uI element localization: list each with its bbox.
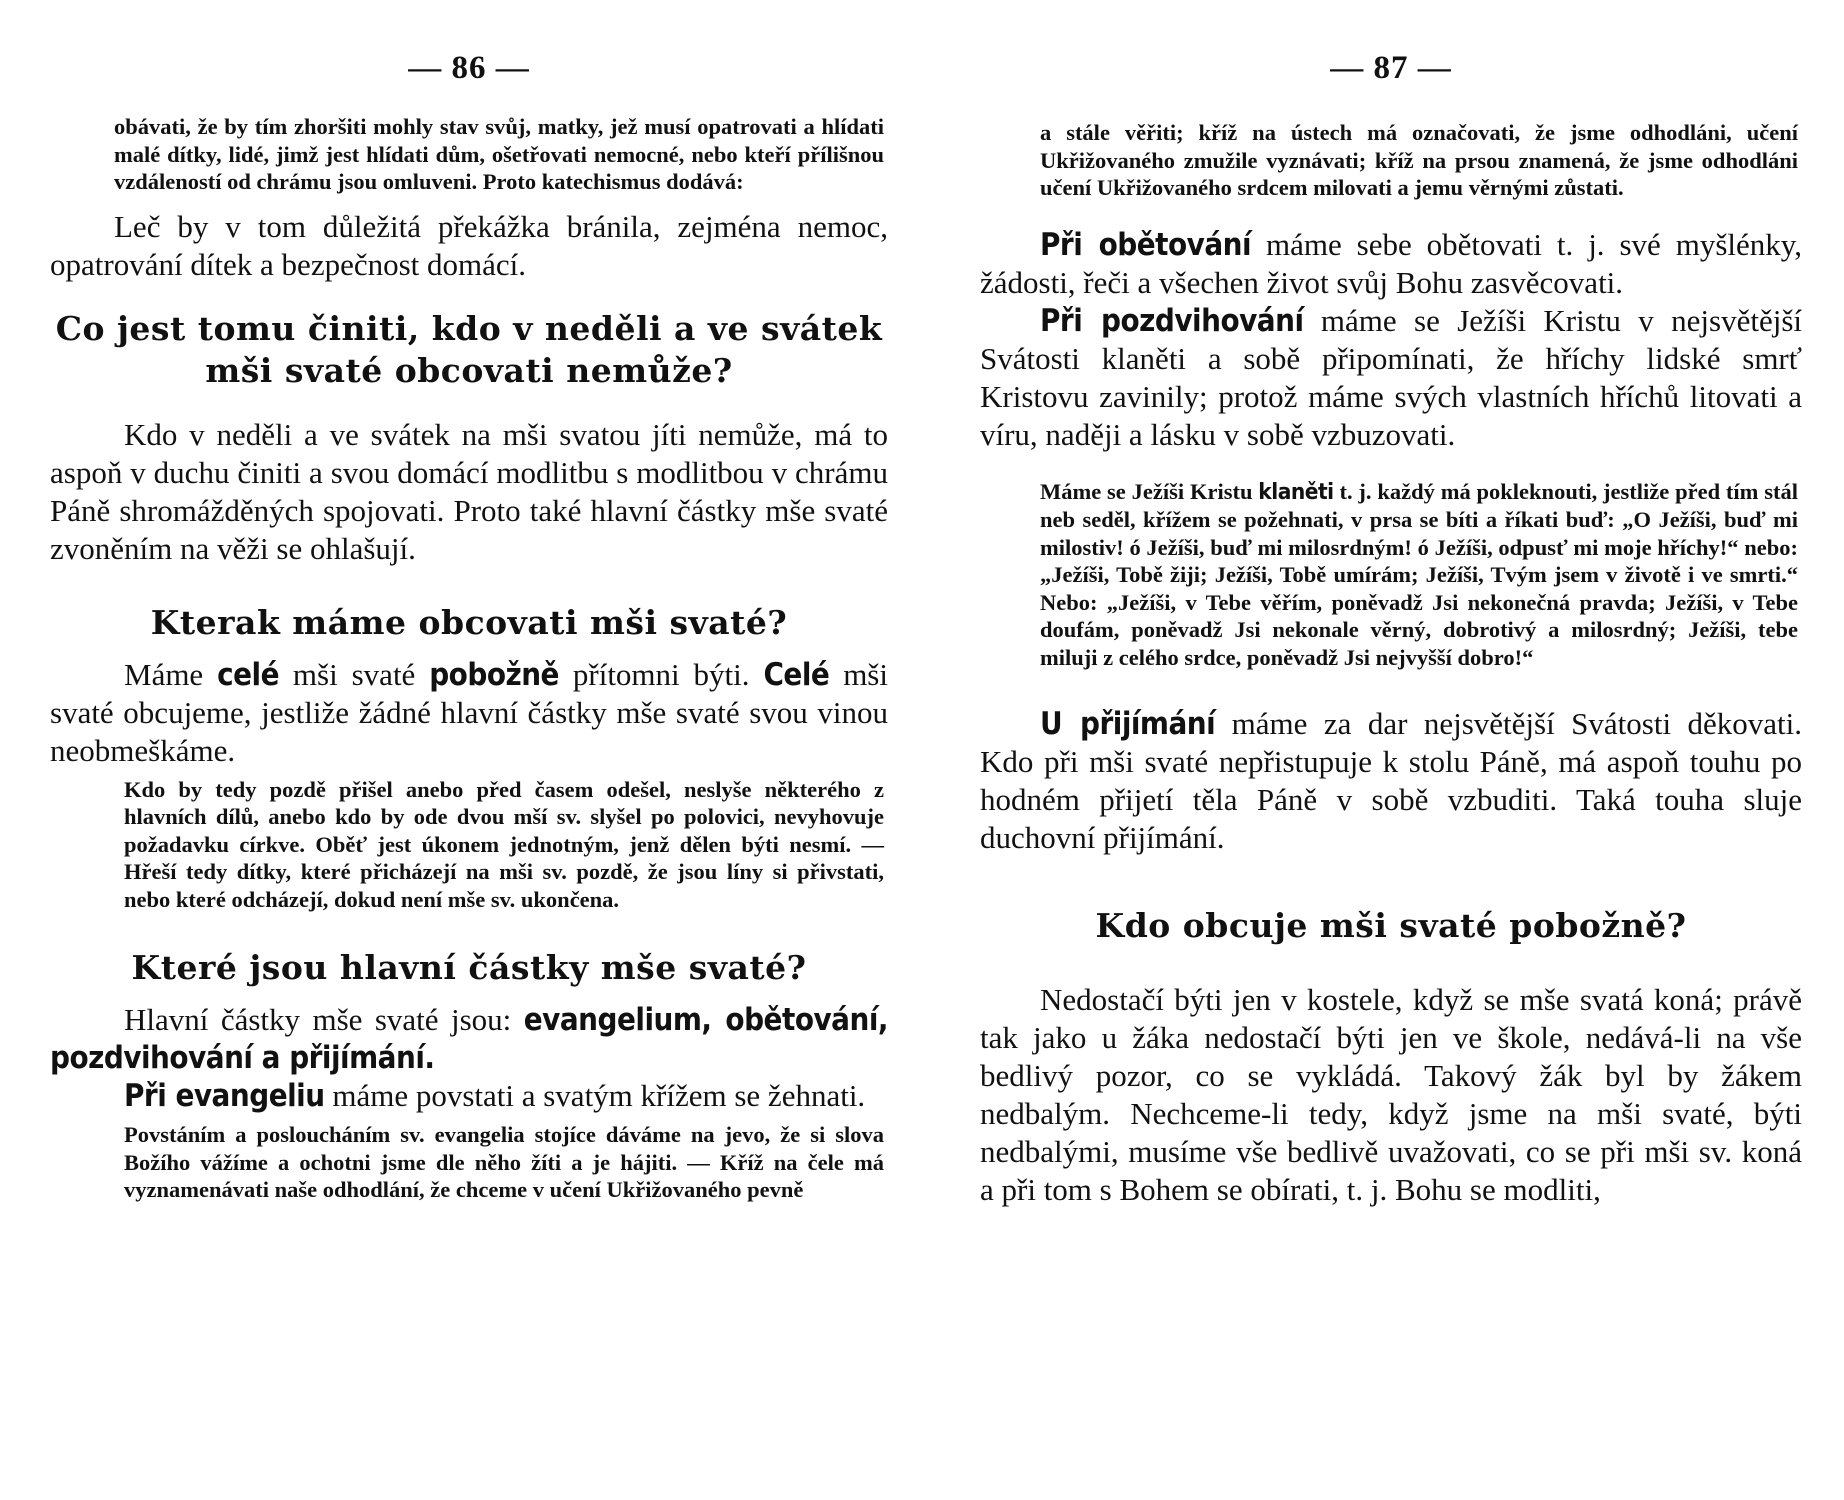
right-answer-6: Nedostačí býti jen v kostele, když se mše svatá koná; právě tak jako u žáka nedostačí býti jen ve škole, nedává-li na vše bedlivý pozor, co se vykládá. Takový žák byl by žákem nedbalým. Nechceme-li tedy, když jsme na mši svaté, býti nedbalými, musíme vše bedlivě uvažovati, co se při mši sv. koná a při tom s Bohem se obírati, t. j. Bohu se modliti, — [980, 982, 1802, 1207]
right-answer-pozdvihovani-t1: máme se Ježíši Kristu v nejsvětější Svátosti klaněti a sobě připomínati, že hříchy lidské smrť Kristovu zavinily; protož máme svých vlastních hříchů litovati a víru, naději a lásku v sobě vzbuzovati. — [980, 302, 1802, 452]
left-note-3: Povstáním a posloucháním sv. evangelia stojíce dáváme na jevo, že si slova Božího vážíme a ochotni jsme dle něho žíti a je hájiti. — Kříž na čele má vyznamenávati naše odhodlání, že chceme v učení Ukřižovaného pevně — [124, 1122, 884, 1202]
left-answer-1: Kdo v neděli a ve svátek na mši svatou jíti nemůže, má to aspoň v duchu činiti a svou domácí modlitbu s modlitbou v chrámu Páně shromážděných spojovati. Proto také hlavní částky mše svaté zvoněním na věži se ohlašují. — [50, 416, 888, 566]
right-note-klaneti-t1: Máme se Ježíši Kristu — [1040, 478, 1259, 504]
right-answer-pozdvihovani — [980, 302, 1802, 454]
left-answer-3 — [50, 1001, 888, 1077]
left-answer-2-b2: pobožně — [429, 656, 559, 693]
left-page — [40, 0, 888, 1500]
left-answer-2-t4: mši svaté obcujeme, jestliže žádné hlavní částky mše svaté svou vinou neobmeškáme. — [50, 656, 888, 768]
right-answer-prijimani — [980, 705, 1802, 857]
left-answer-4-t1: máme povstati a svatým křížem se žehnati. — [324, 1078, 866, 1113]
left-answer-2-t3: přítomni býti. — [558, 656, 764, 692]
right-answer-obetovani — [980, 226, 1802, 302]
right-answer-obetovani-b1: Při obětování — [1040, 226, 1252, 263]
left-note-2: Kdo by tedy pozdě přišel anebo před časem odešel, neslyše některého z hlavních dílů, anebo kdo by ode dvou mší sv. slyšel po polovici, nevyhovuje požadavku církve. Oběť jest úkonem jednotným, jenž dělen býti nesmí. — Hřeší tedy dítky, které přicházejí na mši sv. pozdě, že jsou líny si přivstati, nebo které odcházejí, dokud není mše sv. ukončena. — [124, 776, 884, 912]
left-answer-4 — [50, 1077, 888, 1115]
left-answer-2-t2: mši svaté — [279, 656, 430, 692]
left-catechism-answer: Leč by v tom důležitá překážka bránila, zejména nemoc, opatrování dítek a bezpečnost domácí. — [50, 208, 888, 282]
left-answer-3-t1: Hlavní částky mše svaté jsou: — [124, 1002, 524, 1037]
left-note-continuation: obávati, že by tím zhoršiti mohly stav svůj, matky, jež musí opatrovati a hlídati malé dítky, lidé, jimž jest hlídati dům, ošetřovati nemocné, nebo kteří přílišnou vzdáleností od chrámu jsou omluveni. Proto katechismus dodává: — [114, 114, 884, 194]
right-note-klaneti-b1: klaněti — [1258, 478, 1334, 505]
left-question-3: Které jsou hlavní částky mše svaté? — [131, 948, 807, 987]
left-question-1: Co jest tomu činiti, kdo v neděli a ve svátek mši svaté obcovati nemůže? — [55, 308, 883, 390]
right-note-continuation: a stále věřiti; kříž na ústech má označovati, že jsme odhodláni, učení Ukřižovaného zmužile vyznávati; kříž na prsou znamená, že jsme odhodláni učení Ukřižovaného srdcem milovati a jemu věrnými zůstati. — [1040, 120, 1798, 200]
left-answer-2-b1: celé — [217, 656, 280, 693]
right-page — [970, 0, 1812, 1500]
page-number-right: — 87 — — [1330, 50, 1452, 86]
right-note-klaneti-t2: t. j. každý má pokleknouti, jestliže před tím stál neb seděl, křížem se požehnati, v prsa se bíti a říkati buď: „O Ježíši, buď mi milostiv! ó Ježíši, buď mi milosrdným! ó Ježíši, odpusť mi moje hříchy!“ nebo: „Ježíši, Tobě žiji; Ježíši, Tobě umírám; Ježíši, Tvým jsem v životě i ve smrti.“ Nebo: „Ježíši, v Tebe věřím, poněvadž Jsi nekonečná pravda; Ježíši, v Tebe doufám, poněvadž Jsi nekonale věrný, dobrotivý a milosrdný; Ježíši, tebe miluji z celého srdce, poněvadž Jsi nejvyšší dobro!“ — [1040, 478, 1798, 670]
right-answer-prijimani-t1: máme za dar nejsvětější Svátosti děkovati. Kdo při mši svaté nepřistupuje k stolu Páně, má aspoň touhu po hodném přijetí těla Páně v sobě vzbuditi. Taká touha sluje duchovní přijímání. — [980, 706, 1802, 855]
right-answer-prijimani-b1: U přijímání — [1040, 706, 1216, 742]
right-question-1: Kdo obcuje mši svaté pobožně? — [1095, 906, 1687, 945]
page-number-left: — 86 — — [408, 50, 530, 86]
left-answer-4-b1: Při evangeliu — [124, 1078, 325, 1114]
right-note-klaneti — [980, 478, 1802, 672]
left-question-2: Kterak máme obcovati mši svaté? — [150, 602, 788, 642]
left-answer-3-b1: evangelium, obětování, pozdvihování a přijímání. — [50, 1002, 888, 1076]
right-answer-obetovani-t1: máme sebe obětovati t. j. své myšlénky, žádosti, řeči a všechen život svůj Bohu zasvěcovati. — [980, 226, 1802, 300]
left-answer-2 — [50, 656, 888, 770]
left-answer-2-t1: Máme — [124, 656, 218, 692]
right-answer-pozdvihovani-b1: Při pozdvihování — [1040, 302, 1304, 339]
left-answer-2-b3: Celé — [763, 656, 830, 693]
